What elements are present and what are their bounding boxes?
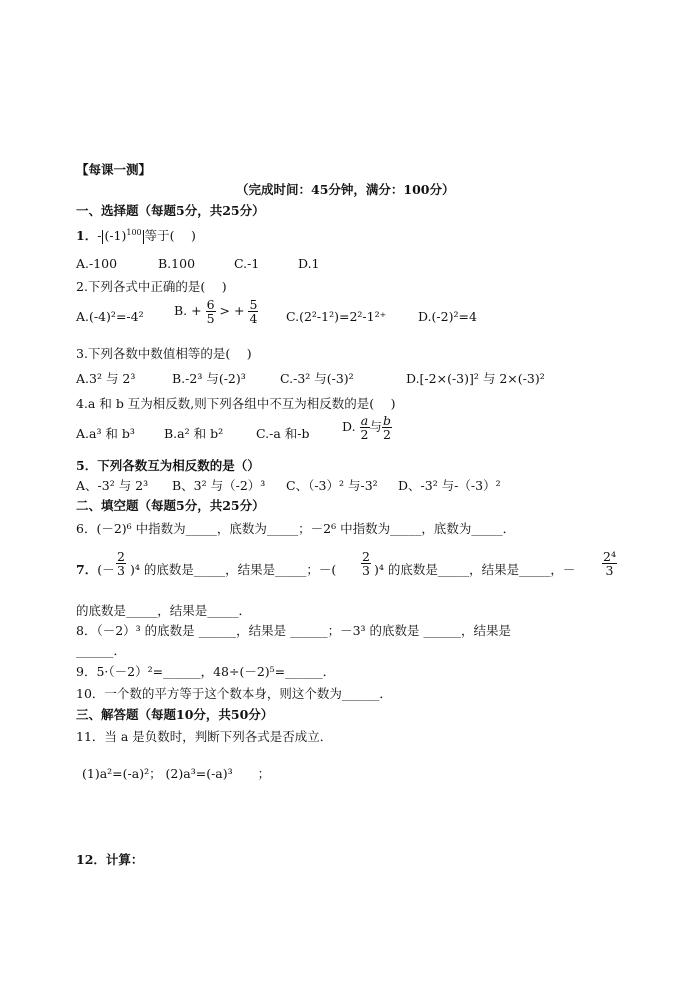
question-10: 10．一个数的平方等于这个数本身，则这个数为______．	[76, 686, 392, 701]
question-6: 6．(－2)⁶ 中指数为_____，底数为_____；－2⁶ 中指数为_____，底数为_____．	[76, 521, 516, 536]
question-4: 4.a 和 b 互为相反数,则下列各组中不互为相反数的是( )	[76, 396, 396, 411]
question-8: 8．（－2）³ 的底数是 ______，结果是 ______；－3³ 的底数是 ______，结果是	[76, 623, 511, 638]
question-9: 9．5·（－2）²=______，48÷(－2)⁵=______．	[76, 664, 336, 679]
section-heading-choice: 一、选择题（每题5分，共25分）	[76, 203, 265, 218]
time-limit: （完成时间：45分钟，满分：100分）	[236, 182, 455, 197]
question-7: 7．(－ $\frac{2}{3}$ )⁴ 的底数是_____，结果是_____；－( $\frac{2}{3}$ )⁴ 的底数是_____，结果是_____，－ $\frac{\text{2⁴}}{3}$	[76, 549, 616, 579]
section-heading-fill: 二、填空题（每题5分，共25分）	[76, 498, 265, 513]
question-12: 12．计算：	[76, 852, 144, 867]
question-7-cont: 的底数是_____，结果是_____．	[76, 603, 252, 618]
question-2: 2.下列各式中正确的是( )	[76, 279, 227, 294]
question-11: 11．当 a 是负数时，判断下列各式是否成立．	[76, 729, 333, 744]
question-8-cont: ______．	[76, 643, 127, 658]
question-1-options: A.-100 B.100 C.-1 D.1	[76, 256, 320, 271]
question-1: 1．- $(-1)^{100}$ 等于( )	[76, 227, 196, 243]
question-11-parts: (1)a²=(-a)²； (2)a³=(-a)³ ；	[82, 766, 271, 781]
question-3-options: A.3² 与 2³ B.-2³ 与(-2)³ C.-3² 与(-3)² D.[-2×(-3)]² 与 2×(-3)²	[76, 371, 545, 386]
question-3: 3.下列各数中数值相等的是( )	[76, 346, 252, 361]
question-5: 5．下列各数互为相反数的是（）	[76, 458, 260, 473]
question-5-options: A、-3² 与 2³ B、3² 与（-2）³ C、（-3）² 与-3² D、-3² 与-（-3）²	[76, 478, 501, 493]
section-label: 【每课一测】	[76, 162, 152, 177]
section-heading-solve: 三、解答题（每题10分，共50分）	[76, 707, 274, 722]
